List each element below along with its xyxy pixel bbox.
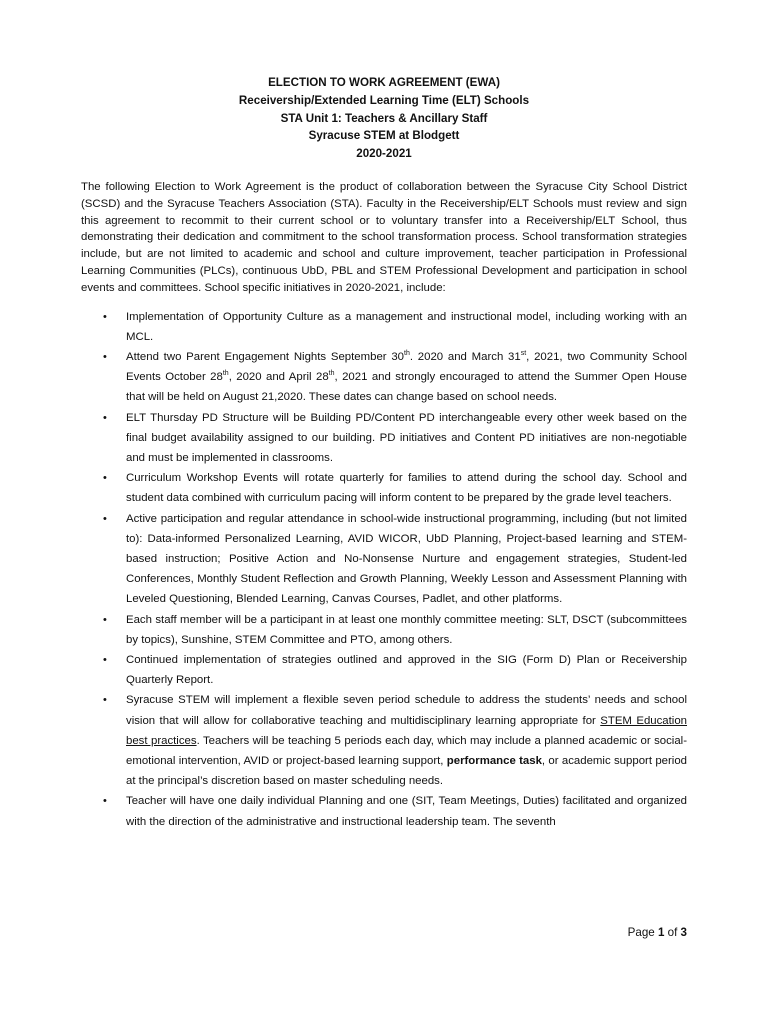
list-item-text: Curriculum Workshop Events will rotate quarterly for families to attend during the school day. School and student data combined with curriculum pacing will inform content to be prepared by the grade level teachers. <box>126 472 687 505</box>
list-item-text: Implementation of Opportunity Culture as a management and instructional model, including working with an MCL. <box>126 310 687 343</box>
bullet-icon: • <box>103 472 107 485</box>
bullet-icon: • <box>103 512 107 525</box>
list-item <box>81 347 687 408</box>
list-item-text: ELT Thursday PD Structure will be Building PD/Content PD interchangeable every other week based on the final budget availability assigned to our building. PD initiatives and Content PD initiatives are non-negotiable and must be implemented in classrooms. <box>126 411 687 464</box>
bullet-icon: • <box>103 795 107 808</box>
list-item-text: Active participation and regular attendance in school-wide instructional programming, including (but not limited to): Data-informed Personalized Learning, AVID WICOR, UbD Planning, Project-based learning and STEM-based instruction; Positive Action and No-Nonsense Nurture and engagement strategies, Student-led Conferences, Monthly Student Reflection and Growth Planning, Weekly Lesson and Assessment Planning with Leveled Questioning, Blended Learning, Canvas Courses, Padlet, and other platforms. <box>126 512 687 606</box>
bullet-icon: • <box>103 411 107 424</box>
list-item <box>81 408 687 469</box>
list-item <box>81 468 687 508</box>
document-title: ELECTION TO WORK AGREEMENT (EWA) <box>268 76 500 89</box>
bullet-icon: • <box>103 350 107 363</box>
list-item-text: Continued implementation of strategies outlined and approved in the SIG (Form D) Plan or Receivership Quarterly Report. <box>126 654 687 687</box>
intro-paragraph: The following Election to Work Agreement is the product of collaboration between the Syracuse City School District (SCSD) and the Syracuse Teachers Association (STA). Faculty in the Receivership/ELT Schools must review and sign this agreement to recommit to their current school or to voluntary transfer into a Receivership/ELT School, thus demonstrating their dedication and commitment to the school transformation process. School transformation strategies include, but are not limited to academic and school and culture improvement, teacher participation in Professional Learning Communities (PLCs), continuous UbD, PBL and STEM Professional Development and participation in school events and committees. School specific initiatives in 2020-2021, include: <box>81 180 687 294</box>
initiatives-list <box>81 307 687 832</box>
bullet-icon: • <box>103 654 107 667</box>
bullet-icon: • <box>103 694 107 707</box>
page-number: Page 1 of 3 <box>627 926 687 939</box>
list-item <box>81 509 687 610</box>
list-item <box>81 690 687 791</box>
bullet-icon: • <box>103 310 107 323</box>
list-item-text: Syracuse STEM will implement a flexible seven period schedule to address the students’ needs and school vision that will allow for collaborative teaching and multidisciplinary learning appropriate for STEM Education best practices. Teachers will be teaching 5 periods each day, which may include a planned academic or social-emotional intervention, AVID or project-based learning support, performance task, or academic support period at the principal’s discretion based on master scheduling needs. <box>126 694 688 788</box>
list-item-text: Each staff member will be a participant in at least one monthly committee meeting: SLT, DSCT (subcommittees by topics), Sunshine, STEM Committee and PTO, among others. <box>126 613 687 646</box>
list-item-text: Attend two Parent Engagement Nights September 30th. 2020 and March 31st, 2021, two Community School Events October 28th, 2020 and April 28th, 2021 and strongly encouraged to attend the Summer Open House that will be held on August 21,2020. These dates can change based on school needs. <box>126 350 688 404</box>
school-year: 2020-2021 <box>356 147 412 161</box>
school-name: Syracuse STEM at Blodgett <box>308 129 460 143</box>
document-subtitle-schools: Receivership/Extended Learning Time (ELT) Schools <box>238 93 530 107</box>
document-subtitle-unit: STA Unit 1: Teachers & Ancillary Staff <box>280 111 488 125</box>
bullet-icon: • <box>103 613 107 626</box>
list-item <box>81 650 687 690</box>
list-item <box>81 610 687 650</box>
stem-best-practices-link[interactable]: STEM Education best practices <box>126 714 688 747</box>
list-item-text: Teacher will have one daily individual Planning and one (SIT, Team Meetings, Duties) facilitated and organized with the direction of the administrative and instructional leadership team. The seventh <box>126 795 687 828</box>
list-item <box>81 307 687 347</box>
list-item <box>81 791 687 831</box>
title-block <box>81 74 687 163</box>
